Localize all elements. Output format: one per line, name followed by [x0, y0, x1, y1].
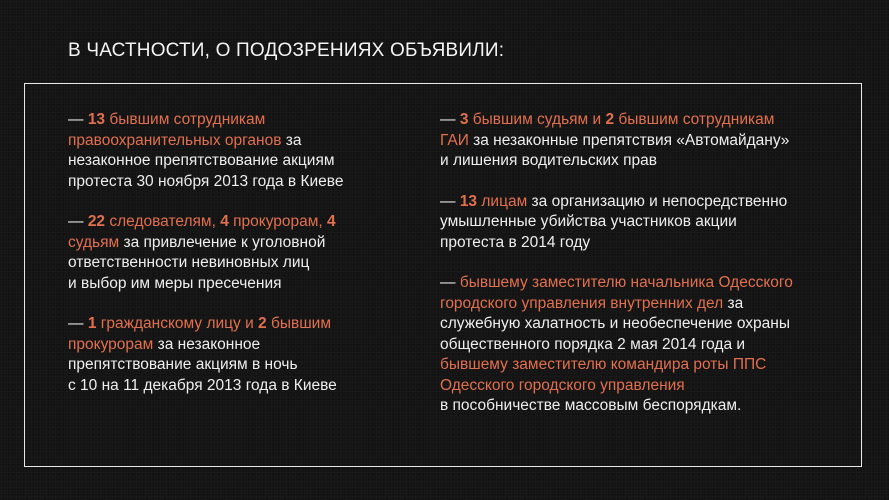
- highlight-segment: бывшему заместителю начальника Одесского: [459, 274, 793, 291]
- text-segment: умышленные убийства участников акции: [440, 213, 737, 230]
- text-segment: за привлечение к уголовной: [119, 233, 326, 251]
- highlight-segment: 2: [605, 111, 615, 128]
- list-item: [68, 314, 398, 396]
- text-segment: протеста 30 ноября 2013 года в Киеве: [68, 172, 344, 190]
- highlight-segment: бывшему заместителю командира роты ППС: [440, 356, 767, 373]
- text-segment: за организацию и непосредственно: [527, 192, 788, 210]
- highlight-segment: судьям: [68, 233, 120, 251]
- highlight-segment: 13: [87, 111, 106, 128]
- highlight-segment: бывшим сотрудникам: [614, 111, 775, 128]
- highlight-segment: бывшим судьям и: [468, 111, 606, 128]
- highlight-segment: 22: [87, 213, 106, 230]
- text-line: [440, 376, 840, 397]
- list-item: [68, 110, 398, 192]
- text-segment: незаконное препятствование акциям: [68, 152, 335, 169]
- text-segment: за незаконное: [153, 335, 261, 353]
- text-segment: —: [440, 192, 460, 210]
- text-segment: —: [440, 111, 460, 128]
- text-line: [68, 314, 398, 335]
- text-line: [440, 273, 840, 294]
- highlight-segment: лицам: [477, 192, 528, 210]
- highlight-segment: 4: [220, 213, 229, 230]
- text-segment: препятствование акциям в ночь: [68, 356, 298, 373]
- text-segment: за: [281, 131, 302, 149]
- text-line: [440, 355, 840, 376]
- text-line: [440, 131, 840, 152]
- text-line: [440, 212, 840, 233]
- text-line: [440, 192, 840, 213]
- page-heading: В ЧАСТНОСТИ, О ПОДОЗРЕНИЯХ ОБЪЯВИЛИ:: [68, 40, 505, 61]
- text-line: [440, 151, 840, 172]
- highlight-segment: бывшим: [266, 315, 331, 332]
- text-line: [68, 355, 398, 376]
- highlight-segment: 2: [258, 315, 267, 332]
- highlight-segment: Одесского городского управления: [440, 376, 685, 394]
- text-segment: —: [68, 111, 88, 128]
- text-line: [68, 110, 398, 131]
- list-item: [440, 110, 840, 172]
- text-line: [68, 151, 398, 172]
- list-item: [68, 212, 398, 294]
- text-line: [68, 376, 398, 397]
- text-line: [440, 396, 840, 417]
- text-line: [68, 233, 398, 254]
- highlight-segment: бывшим сотрудникам: [105, 111, 266, 128]
- highlight-segment: гражданскому лицу и: [96, 315, 259, 332]
- text-line: [68, 212, 398, 233]
- text-segment: с 10 на 11 декабря 2013 года в Киеве: [68, 376, 337, 394]
- text-line: [440, 335, 840, 356]
- text-segment: общественного порядка 2 мая 2014 года и: [440, 335, 746, 353]
- text-segment: ответственности невиновных лиц: [68, 254, 310, 271]
- text-segment: и выбор им меры пресечения: [68, 274, 282, 292]
- text-segment: —: [440, 274, 460, 291]
- text-segment: за незаконные препятствия «Автомайдану»: [468, 131, 790, 149]
- text-segment: и лишения водительских прав: [440, 152, 657, 169]
- text-line: [440, 314, 840, 335]
- right-column: [440, 110, 840, 437]
- text-segment: в пособничестве массовым беспорядкам.: [440, 397, 742, 414]
- highlight-segment: ГАИ: [440, 131, 469, 149]
- list-item: [440, 273, 840, 417]
- highlight-segment: 13: [459, 192, 478, 210]
- text-line: [440, 233, 840, 254]
- highlight-segment: 3: [459, 111, 469, 128]
- highlight-segment: следователям,: [105, 213, 221, 230]
- highlight-segment: 4: [327, 213, 336, 230]
- highlight-segment: прокурорам: [68, 335, 154, 353]
- left-column: [68, 110, 398, 416]
- list-item: [440, 192, 840, 254]
- highlight-segment: городского управления внутренних дел: [440, 294, 724, 312]
- text-segment: за: [723, 294, 744, 312]
- text-line: [440, 294, 840, 315]
- text-line: [68, 253, 398, 274]
- text-segment: протеста в 2014 году: [440, 233, 591, 251]
- text-segment: служебную халатность и необеспечение охраны: [440, 315, 790, 332]
- text-line: [68, 335, 398, 356]
- highlight-segment: 1: [87, 315, 97, 332]
- text-segment: —: [68, 213, 88, 230]
- text-line: [68, 274, 398, 295]
- highlight-segment: прокурорам,: [228, 213, 328, 230]
- text-line: [440, 110, 840, 131]
- text-line: [68, 131, 398, 152]
- text-line: [68, 172, 398, 193]
- text-segment: —: [68, 315, 88, 332]
- highlight-segment: правоохранительных органов: [68, 131, 282, 149]
